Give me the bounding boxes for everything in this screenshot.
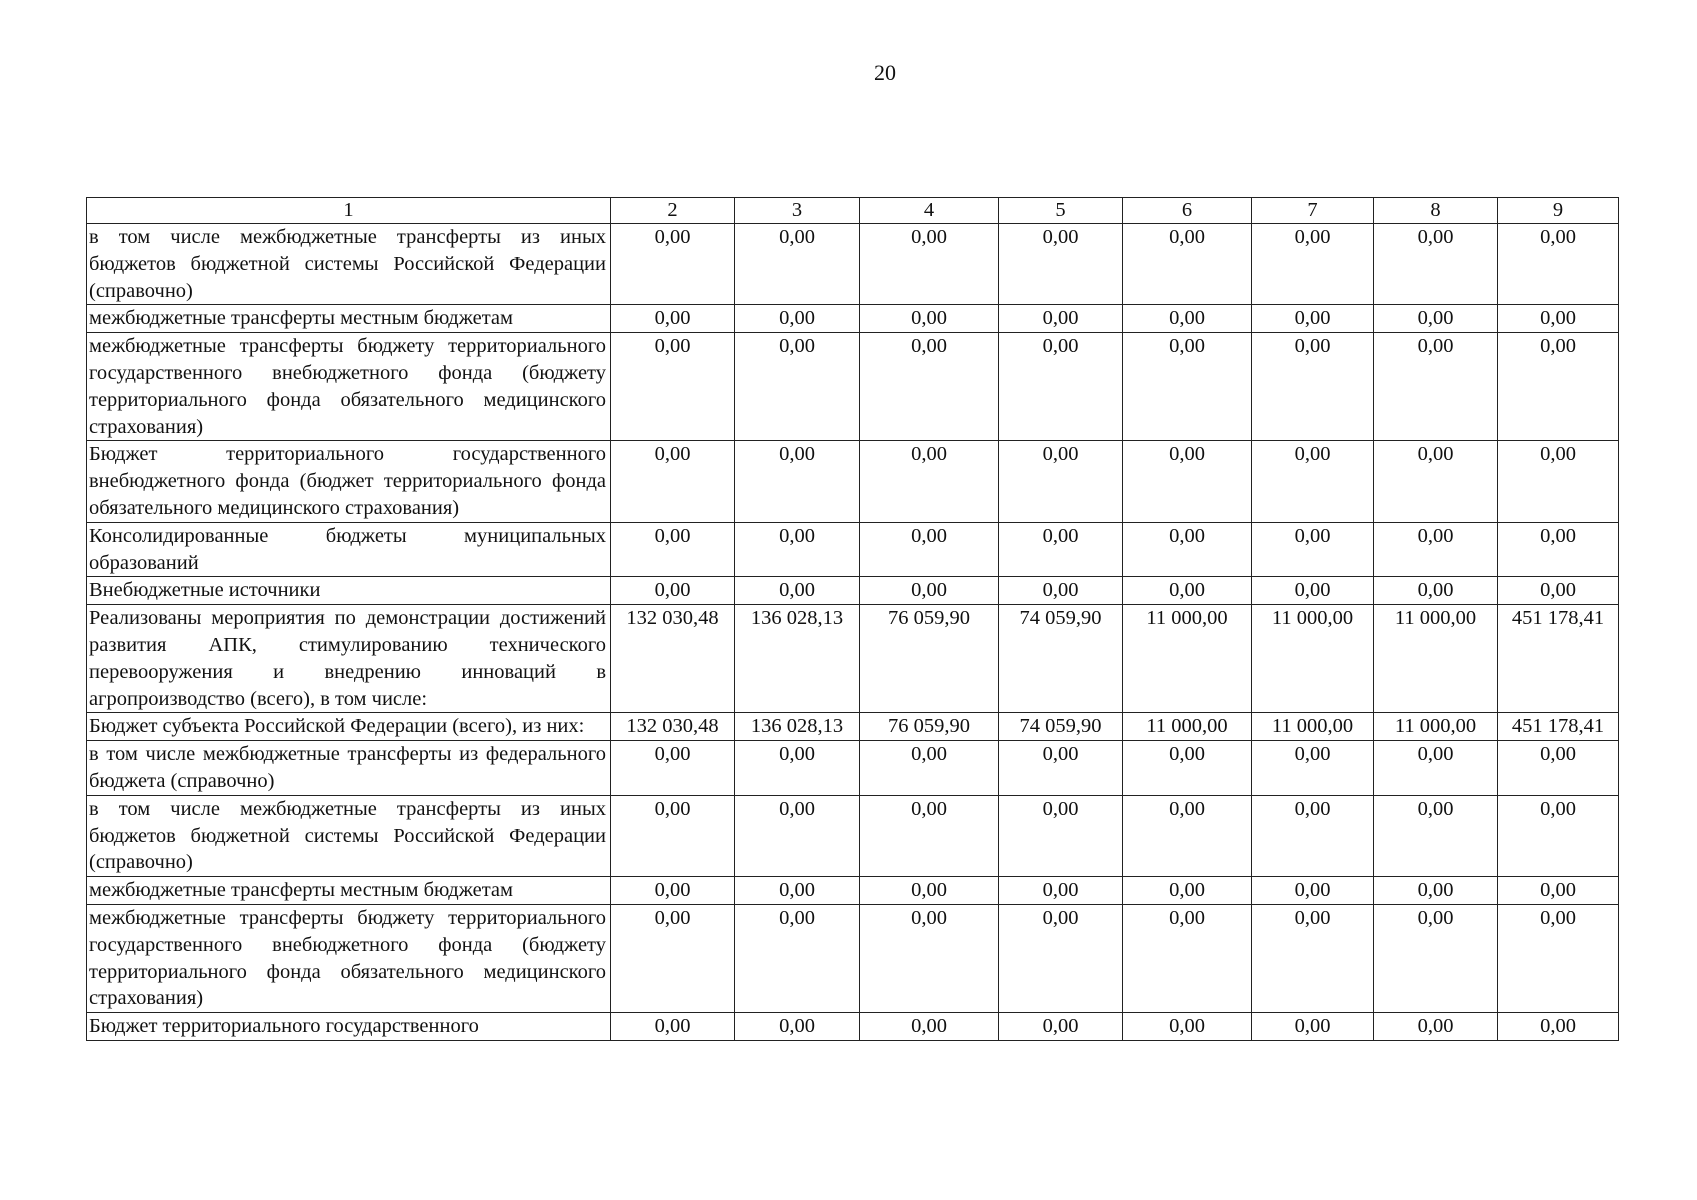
table-cell-value: 0,00 (1252, 904, 1374, 1012)
table-cell-value: 132 030,48 (611, 605, 735, 713)
table-cell-value: 0,00 (1498, 522, 1619, 577)
table-cell-value: 451 178,41 (1498, 713, 1619, 741)
row-label: в том числе межбюджетные трансферты из федерального бюджета (справочно) (87, 741, 611, 796)
row-label: в том числе межбюджетные трансферты из иных бюджетов бюджетной системы Российской Федерации (справочно) (87, 224, 611, 305)
table-cell-value: 0,00 (611, 904, 735, 1012)
table-cell-value: 0,00 (1123, 741, 1252, 796)
table-cell-value: 11 000,00 (1374, 605, 1498, 713)
table-cell-value: 0,00 (1123, 1013, 1252, 1041)
table-cell-value: 0,00 (860, 305, 999, 333)
table-cell-value: 0,00 (1374, 333, 1498, 441)
table-cell-value: 0,00 (999, 741, 1123, 796)
row-label: межбюджетные трансферты бюджету территориального государственного внебюджетного фонда (бюджету территориального фонда обязательного медицинского страхования) (87, 333, 611, 441)
table-row (87, 795, 1619, 876)
table-cell-value: 0,00 (999, 1013, 1123, 1041)
table-cell-value: 0,00 (1252, 741, 1374, 796)
table-row (87, 605, 1619, 713)
row-label: в том числе межбюджетные трансферты из иных бюджетов бюджетной системы Российской Федерации (справочно) (87, 795, 611, 876)
row-label: Реализованы мероприятия по демонстрации достижений развития АПК, стимулированию технического перевооружения и внедрению инноваций в агропроизводство (всего), в том числе: (87, 605, 611, 713)
table-cell-value: 0,00 (1498, 577, 1619, 605)
table-cell-value: 11 000,00 (1252, 713, 1374, 741)
table-cell-value: 132 030,48 (611, 713, 735, 741)
table-cell-value: 0,00 (1498, 305, 1619, 333)
table-cell-value: 0,00 (999, 577, 1123, 605)
table-cell-value: 0,00 (860, 224, 999, 305)
table-cell-value: 0,00 (999, 795, 1123, 876)
table-cell-value: 11 000,00 (1374, 713, 1498, 741)
table-cell-value: 0,00 (1123, 305, 1252, 333)
table-cell-value: 0,00 (1498, 1013, 1619, 1041)
budget-table (86, 197, 1619, 1041)
table-cell-value: 0,00 (611, 795, 735, 876)
table-cell-value: 0,00 (1498, 441, 1619, 522)
table-cell-value: 0,00 (1123, 904, 1252, 1012)
table-cell-value: 0,00 (735, 795, 860, 876)
table-cell-value: 0,00 (1252, 305, 1374, 333)
table-cell-value: 0,00 (1498, 904, 1619, 1012)
table-cell-value: 0,00 (611, 333, 735, 441)
table-cell-value: 11 000,00 (1252, 605, 1374, 713)
table-cell-value: 0,00 (1123, 577, 1252, 605)
row-label: Бюджет территориального государственного (87, 1013, 611, 1041)
table-cell-value: 0,00 (735, 333, 860, 441)
table-header-row (87, 198, 1619, 224)
table-cell-value: 0,00 (611, 877, 735, 905)
table-cell-value: 0,00 (860, 1013, 999, 1041)
table-cell-value: 0,00 (735, 305, 860, 333)
table-cell-value: 0,00 (1374, 904, 1498, 1012)
table-cell-value: 0,00 (1252, 577, 1374, 605)
column-header: 7 (1252, 198, 1374, 224)
table-cell-value: 0,00 (1374, 305, 1498, 333)
table-row (87, 904, 1619, 1012)
table-row (87, 333, 1619, 441)
table-cell-value: 0,00 (1123, 441, 1252, 522)
table-cell-value: 0,00 (1123, 795, 1252, 876)
table-cell-value: 0,00 (999, 305, 1123, 333)
table-cell-value: 0,00 (1123, 224, 1252, 305)
table-cell-value: 0,00 (1252, 1013, 1374, 1041)
table-cell-value: 451 178,41 (1498, 605, 1619, 713)
table-cell-value: 0,00 (611, 522, 735, 577)
column-header: 4 (860, 198, 999, 224)
column-header: 6 (1123, 198, 1252, 224)
table-cell-value: 0,00 (611, 1013, 735, 1041)
row-label: Бюджет территориального государственного внебюджетного фонда (бюджет территориального фонда обязательного медицинского страхования) (87, 441, 611, 522)
table-cell-value: 136 028,13 (735, 713, 860, 741)
column-header: 3 (735, 198, 860, 224)
table-cell-value: 0,00 (611, 224, 735, 305)
table-cell-value: 0,00 (611, 441, 735, 522)
table-cell-value: 136 028,13 (735, 605, 860, 713)
column-header: 1 (87, 198, 611, 224)
table-row (87, 224, 1619, 305)
table-row (87, 741, 1619, 796)
table-cell-value: 0,00 (1252, 224, 1374, 305)
table-cell-value: 0,00 (860, 795, 999, 876)
table-cell-value: 0,00 (999, 522, 1123, 577)
table-cell-value: 0,00 (1498, 333, 1619, 441)
table-cell-value: 0,00 (1123, 333, 1252, 441)
row-label: межбюджетные трансферты местным бюджетам (87, 305, 611, 333)
table-cell-value: 0,00 (1498, 877, 1619, 905)
table-row (87, 441, 1619, 522)
table-cell-value: 0,00 (1374, 522, 1498, 577)
table-cell-value: 74 059,90 (999, 713, 1123, 741)
table-cell-value: 0,00 (1498, 741, 1619, 796)
row-label: Внебюджетные источники (87, 577, 611, 605)
table-cell-value: 0,00 (860, 741, 999, 796)
table-cell-value: 0,00 (735, 224, 860, 305)
table-cell-value: 0,00 (611, 305, 735, 333)
row-label: Консолидированные бюджеты муниципальных образований (87, 522, 611, 577)
table-cell-value: 0,00 (1498, 224, 1619, 305)
table-cell-value: 0,00 (860, 441, 999, 522)
table-cell-value: 0,00 (860, 904, 999, 1012)
table-cell-value: 0,00 (999, 904, 1123, 1012)
table-cell-value: 0,00 (999, 224, 1123, 305)
row-label: межбюджетные трансферты местным бюджетам (87, 877, 611, 905)
table-cell-value: 0,00 (735, 877, 860, 905)
table-cell-value: 0,00 (735, 741, 860, 796)
table-cell-value: 0,00 (735, 522, 860, 577)
table-cell-value: 0,00 (1374, 441, 1498, 522)
table-cell-value: 76 059,90 (860, 605, 999, 713)
table-cell-value: 0,00 (1374, 1013, 1498, 1041)
page-number: 20 (874, 60, 896, 85)
table-cell-value: 0,00 (860, 522, 999, 577)
table-cell-value: 0,00 (1252, 877, 1374, 905)
table-row (87, 577, 1619, 605)
column-header: 5 (999, 198, 1123, 224)
table-cell-value: 0,00 (860, 333, 999, 441)
table-cell-value: 0,00 (1123, 522, 1252, 577)
table-cell-value: 0,00 (1374, 795, 1498, 876)
table-cell-value: 0,00 (1498, 795, 1619, 876)
table-cell-value: 0,00 (1374, 577, 1498, 605)
table-cell-value: 0,00 (1252, 333, 1374, 441)
table-cell-value: 0,00 (860, 877, 999, 905)
table-cell-value: 0,00 (860, 577, 999, 605)
table-body (87, 224, 1619, 1041)
table-row (87, 877, 1619, 905)
table-cell-value: 0,00 (735, 1013, 860, 1041)
column-header: 2 (611, 198, 735, 224)
table-row (87, 305, 1619, 333)
table-cell-value: 11 000,00 (1123, 605, 1252, 713)
row-label: Бюджет субъекта Российской Федерации (всего), из них: (87, 713, 611, 741)
table-cell-value: 0,00 (1374, 224, 1498, 305)
table-cell-value: 0,00 (1252, 441, 1374, 522)
table-cell-value: 0,00 (611, 577, 735, 605)
table-cell-value: 0,00 (999, 333, 1123, 441)
table-row (87, 1013, 1619, 1041)
table-cell-value: 0,00 (999, 877, 1123, 905)
table-row (87, 522, 1619, 577)
table-cell-value: 0,00 (999, 441, 1123, 522)
table-cell-value: 0,00 (735, 904, 860, 1012)
column-header: 9 (1498, 198, 1619, 224)
table-row (87, 713, 1619, 741)
table-cell-value: 11 000,00 (1123, 713, 1252, 741)
table-cell-value: 0,00 (1374, 741, 1498, 796)
table-cell-value: 0,00 (735, 441, 860, 522)
table-cell-value: 0,00 (735, 577, 860, 605)
table-cell-value: 0,00 (1252, 522, 1374, 577)
table-cell-value: 0,00 (1374, 877, 1498, 905)
table-cell-value: 0,00 (611, 741, 735, 796)
table-cell-value: 76 059,90 (860, 713, 999, 741)
row-label: межбюджетные трансферты бюджету территориального государственного внебюджетного фонда (бюджету территориального фонда обязательного медицинского страхования) (87, 904, 611, 1012)
table-cell-value: 0,00 (1123, 877, 1252, 905)
table-cell-value: 74 059,90 (999, 605, 1123, 713)
column-header: 8 (1374, 198, 1498, 224)
table-cell-value: 0,00 (1252, 795, 1374, 876)
